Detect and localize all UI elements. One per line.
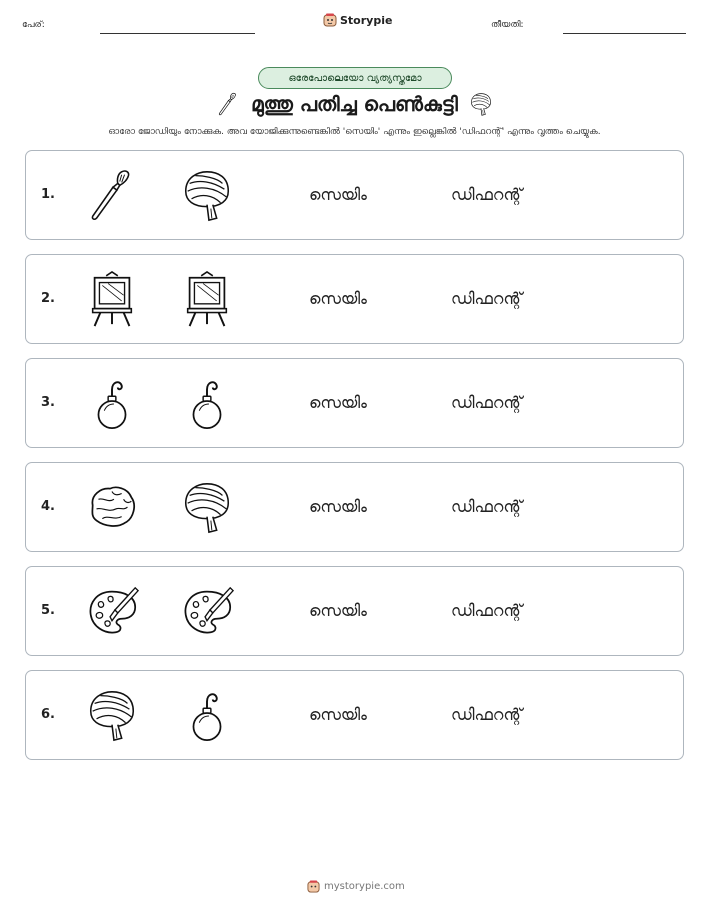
storypie-logo-icon bbox=[323, 13, 337, 27]
paintbrush-icon bbox=[83, 165, 141, 225]
same-option[interactable]: സെയിം bbox=[309, 601, 367, 620]
title-row bbox=[0, 90, 709, 118]
question-card bbox=[25, 358, 684, 448]
same-option[interactable]: സെയിം bbox=[309, 289, 367, 308]
instructions: ഓരോ ജോഡിയും നോക്കുക. അവ യോജിക്കുന്നുണ്ടെങ്കിൽ 'സെയിം' എന്നും ഇല്ലെങ്കിൽ 'ഡിഫറന്റ്' എന്നും വൃത്തം ചെയ്യുക. bbox=[108, 127, 601, 137]
different-option[interactable]: ഡിഫറന്റ് bbox=[451, 393, 523, 412]
stone-icon bbox=[83, 477, 141, 537]
pearl-earring-icon bbox=[178, 373, 236, 433]
date-field-line[interactable] bbox=[563, 33, 686, 34]
question-card bbox=[25, 150, 684, 240]
turban-icon bbox=[178, 477, 236, 537]
page-title: മുത്തു പതിച്ച പെൺകുട്ടി bbox=[251, 92, 458, 116]
same-option[interactable]: സെയിം bbox=[309, 393, 367, 412]
question-number: 6. bbox=[41, 707, 55, 722]
question-number: 2. bbox=[41, 291, 55, 306]
question-card bbox=[25, 566, 684, 656]
same-option[interactable]: സെയിം bbox=[309, 497, 367, 516]
question-number: 1. bbox=[41, 187, 55, 202]
brand-logo bbox=[323, 13, 392, 27]
question-card bbox=[25, 254, 684, 344]
turban-icon bbox=[468, 90, 494, 118]
pearl-earring-icon bbox=[83, 373, 141, 433]
different-option[interactable]: ഡിഫറന്റ് bbox=[451, 601, 523, 620]
question-card bbox=[25, 670, 684, 760]
easel-icon bbox=[178, 269, 236, 329]
same-option[interactable]: സെയിം bbox=[309, 185, 367, 204]
palette-icon bbox=[178, 581, 236, 641]
turban-icon bbox=[83, 685, 141, 745]
paintbrush-icon bbox=[215, 90, 241, 118]
pearl-earring-icon bbox=[178, 685, 236, 745]
category-badge: ഒരേപോലെയോ വ്യത്യസ്തമോ bbox=[258, 67, 452, 89]
different-option[interactable]: ഡിഫറന്റ് bbox=[451, 705, 523, 724]
different-option[interactable]: ഡിഫറന്റ് bbox=[451, 289, 523, 308]
footer bbox=[307, 880, 405, 893]
brand-name: Storypie bbox=[340, 13, 393, 27]
same-option[interactable]: സെയിം bbox=[309, 705, 367, 724]
turban-icon bbox=[178, 165, 236, 225]
date-label: തീയതി: bbox=[491, 20, 524, 30]
question-number: 4. bbox=[41, 499, 55, 514]
name-field-line[interactable] bbox=[100, 33, 255, 34]
storypie-logo-icon bbox=[307, 880, 320, 893]
palette-icon bbox=[83, 581, 141, 641]
different-option[interactable]: ഡിഫറന്റ് bbox=[451, 185, 523, 204]
footer-url: mystorypie.com bbox=[324, 881, 405, 892]
easel-icon bbox=[83, 269, 141, 329]
different-option[interactable]: ഡിഫറന്റ് bbox=[451, 497, 523, 516]
name-label: പേര്: bbox=[22, 20, 45, 30]
question-number: 3. bbox=[41, 395, 55, 410]
question-number: 5. bbox=[41, 603, 55, 618]
question-card bbox=[25, 462, 684, 552]
